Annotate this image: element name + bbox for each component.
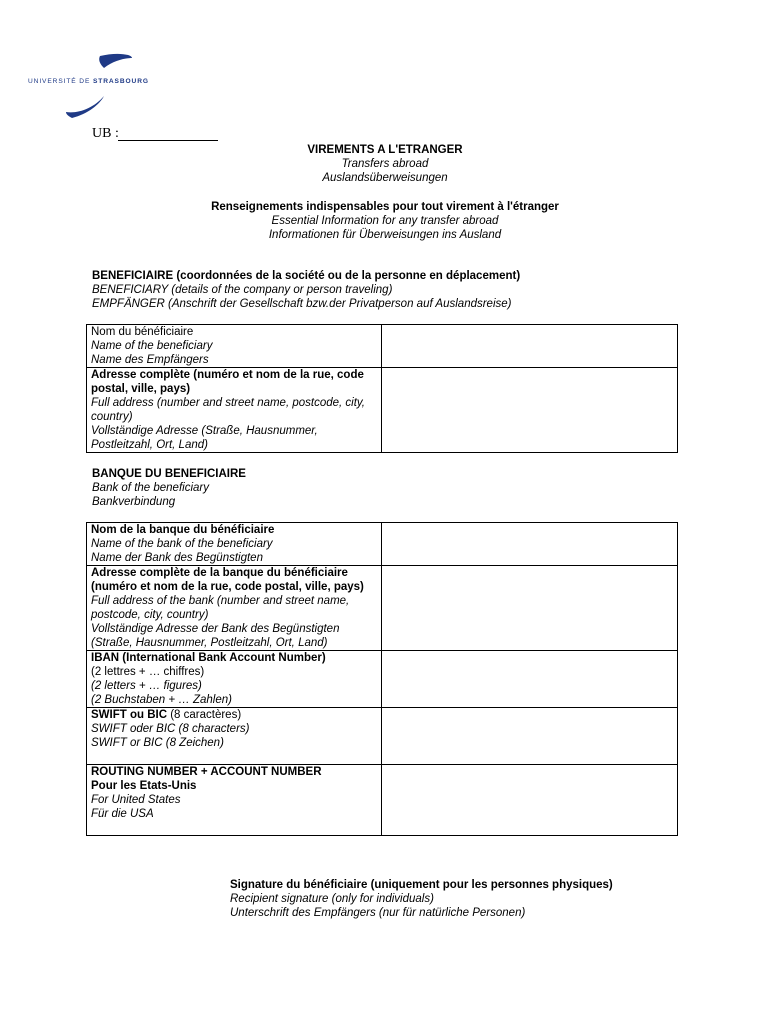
iban-line1: (2 lettres + … chiffres) [91,666,205,678]
bank-table [86,522,678,836]
bank-address-field[interactable] [382,566,678,651]
beneficiary-address-en: Full address (number and street name, postcode, city, country) [91,397,366,423]
bank-name-de: Name der Bank des Begünstigten [91,552,263,564]
swift-fr [91,708,377,722]
beneficiary-address-fr: Adresse complète (numéro et nom de la rue, code postal, ville, pays) [91,369,364,395]
signature-en: Recipient signature (only for individuals) [230,893,434,905]
bank-address-en: Full address of the bank (number and street name, postcode, city, country) [91,595,350,621]
bank-heading-de: Bankverbindung [92,496,176,508]
swift-field[interactable] [382,708,678,765]
beneficiary-table [86,324,678,453]
table-row [87,325,678,368]
beneficiary-name-field[interactable] [382,325,678,368]
routing-label [87,765,382,836]
table-row [87,651,678,708]
signature-de: Unterschrift des Empfängers (nur für natürliche Personen) [230,907,526,919]
signature-block [230,878,613,920]
swift-label [87,708,382,765]
iban-label [87,651,382,708]
title-en: Transfers abroad [341,158,429,170]
logo-swoosh-icon [28,52,178,118]
routing-field[interactable] [382,765,678,836]
bank-address-de: Vollständige Adresse der Bank des Begünstigten (Straße, Hausnummer, Postleitzahl, Ort, Land) [91,623,340,649]
swift-de: SWIFT or BIC (8 Zeichen) [91,737,224,749]
swift-fr-bold: SWIFT ou BIC [91,709,168,721]
bank-name-fr: Nom de la banque du bénéficiaire [91,524,275,536]
iban-line3: (2 Buchstaben + … Zahlen) [91,694,232,706]
beneficiary-address-field[interactable] [382,368,678,453]
title-block [0,143,770,185]
bank-name-en: Name of the bank of the beneficiary [91,538,273,550]
beneficiary-name-label [87,325,382,368]
routing-en: For United States [91,794,181,806]
bank-heading-en: Bank of the beneficiary [92,482,209,494]
table-row [87,368,678,453]
bank-heading [92,467,246,509]
subtitle-block [0,200,770,242]
iban-line2: (2 letters + … figures) [91,680,202,692]
ub-label: UB : [92,126,119,141]
ub-input-line[interactable] [118,140,218,141]
beneficiary-heading [92,269,520,311]
routing-fr1: ROUTING NUMBER + ACCOUNT NUMBER [91,766,322,778]
subtitle-de: Informationen für Überweisungen ins Ausland [268,229,502,241]
swift-en: SWIFT oder BIC (8 characters) [91,723,250,735]
subtitle-fr: Renseignements indispensables pour tout virement à l'étranger [211,201,559,213]
university-logo [28,52,178,118]
routing-de: Für die USA [91,808,154,820]
signature-fr: Signature du bénéficiaire (uniquement pour les personnes physiques) [230,879,613,891]
bank-address-fr: Adresse complète de la banque du bénéficiaire (numéro et nom de la rue, code postal, ville, pays) [91,567,364,593]
beneficiary-name-fr: Nom du bénéficiaire [91,326,194,338]
iban-fr: IBAN (International Bank Account Number) [91,652,326,664]
table-row [87,708,678,765]
subtitle-en: Essential Information for any transfer abroad [271,215,499,227]
beneficiary-heading-de: EMPFÄNGER (Anschrift der Gesellschaft bzw.der Privatperson auf Auslandsreise) [92,298,512,310]
iban-field[interactable] [382,651,678,708]
beneficiary-address-label [87,368,382,453]
routing-fr2: Pour les Etats-Unis [91,780,197,792]
table-row [87,765,678,836]
bank-name-label [87,523,382,566]
logo-text-part1: UNIVERSITÉ DE [28,78,93,85]
beneficiary-name-en: Name of the beneficiary [91,340,213,352]
beneficiary-name-de: Name des Empfängers [91,354,209,366]
table-row [87,523,678,566]
bank-heading-fr: BANQUE DU BENEFICIAIRE [92,468,246,480]
bank-name-field[interactable] [382,523,678,566]
title-fr: VIREMENTS A L'ETRANGER [307,144,463,156]
logo-text-part2: STRASBOURG [93,78,149,85]
beneficiary-heading-en: BENEFICIARY (details of the company or person traveling) [92,284,393,296]
beneficiary-heading-fr: BENEFICIAIRE (coordonnées de la société ou de la personne en déplacement) [92,270,521,282]
table-row [87,566,678,651]
logo-text [28,78,149,85]
swift-fr-rest: (8 caractères) [167,709,242,721]
beneficiary-address-de: Vollständige Adresse (Straße, Hausnummer, Postleitzahl, Ort, Land) [91,425,318,451]
bank-address-label [87,566,382,651]
title-de: Auslandsüberweisungen [322,172,448,184]
